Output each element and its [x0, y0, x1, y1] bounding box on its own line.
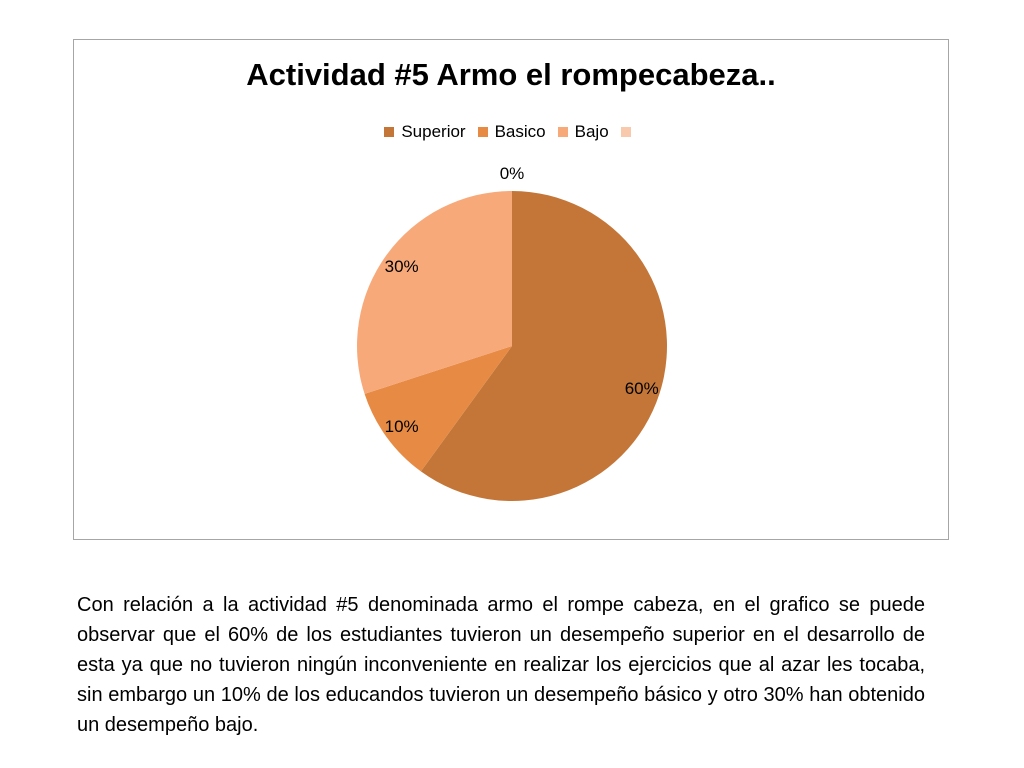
description-paragraph: Con relación a la actividad #5 denominada armo el rompe cabeza, en el grafico se puede observar que el 60% de los estudiantes tuvieron un desempeño superior en el desarrollo de esta ya que no tuvieron ningún inconveniente en realizar los ejercicios que al azar les tocaba, sin embargo un 10% de los educandos tuvieron un desempeño básico y otro 30% han obtenido un desempeño bajo. [77, 594, 925, 736]
chart-title: Actividad #5 Armo el rompecabeza.. [246, 57, 776, 92]
pie-data-label: 0% [499, 164, 525, 183]
pie-data-label: 60% [624, 379, 659, 399]
legend-label: Basico [494, 122, 546, 141]
pie-data-label: 10% [384, 417, 419, 437]
legend-label: Bajo [574, 122, 609, 141]
chart-frame [73, 39, 949, 540]
pie-data-label: 30% [384, 256, 419, 276]
legend-label: Superior [401, 122, 466, 141]
pie-chart [74, 40, 950, 541]
